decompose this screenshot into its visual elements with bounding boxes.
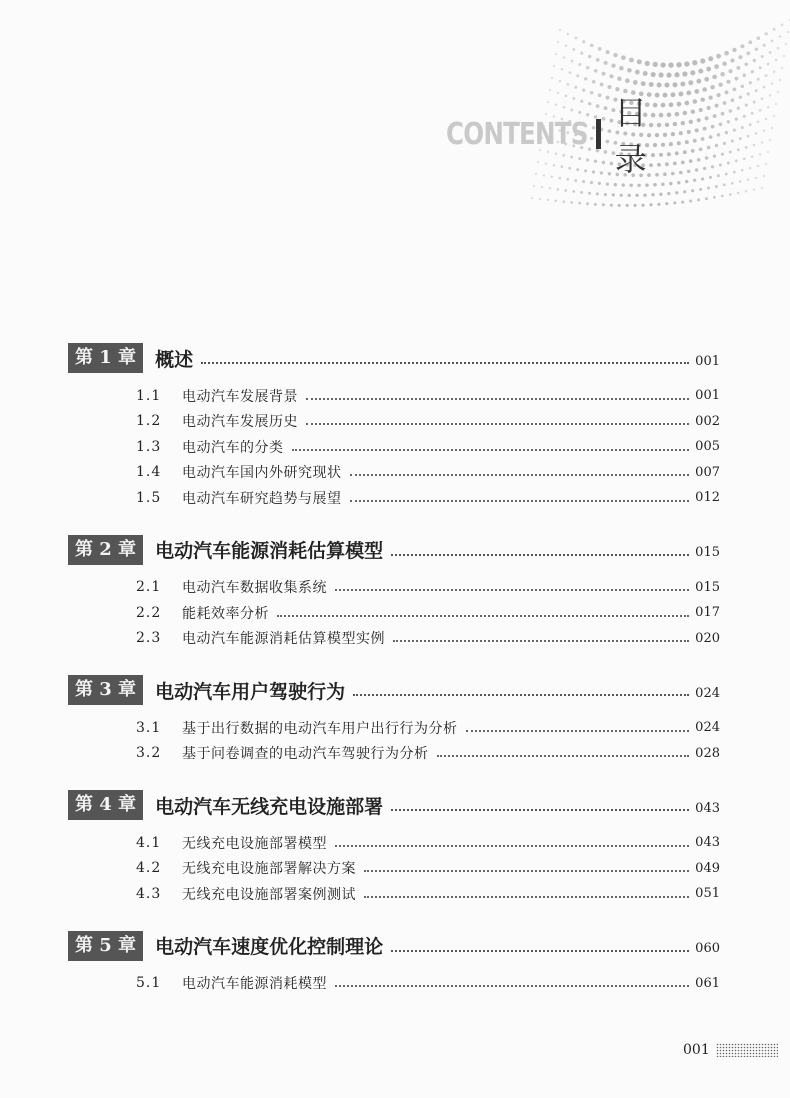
- section-row[interactable]: [136, 409, 720, 435]
- chapter-number-badge: 第 4 章: [68, 790, 143, 820]
- section-number: 1.5: [136, 489, 162, 506]
- section-row[interactable]: [136, 626, 720, 652]
- chapter-number-badge: 第 5 章: [68, 931, 143, 961]
- chapter-title: 电动汽车无线充电设施部署: [155, 795, 384, 818]
- section-title: 电动汽车发展背景: [182, 388, 298, 405]
- dot-leader: [277, 615, 689, 617]
- dot-leader: [391, 554, 689, 556]
- chapter-block: [68, 931, 720, 997]
- section-row[interactable]: [136, 881, 720, 907]
- section-list: [68, 383, 720, 511]
- toc-header: [446, 94, 790, 178]
- chapter-title: 电动汽车速度优化控制理论: [155, 936, 384, 958]
- dot-leader: [350, 500, 690, 502]
- section-title: 无线充电设施部署案例测试: [182, 886, 356, 903]
- section-page-number: 012: [695, 490, 720, 506]
- chapter-row[interactable]: [68, 675, 720, 705]
- chapter-row[interactable]: [68, 535, 720, 565]
- section-number: 1.4: [136, 464, 162, 481]
- section-page-number: 051: [695, 886, 720, 902]
- section-page-number: 017: [695, 605, 720, 621]
- section-number: 3.1: [136, 719, 162, 736]
- chapter-block: [68, 675, 720, 766]
- dot-leader: [335, 589, 689, 591]
- section-list: [68, 830, 720, 907]
- section-row[interactable]: [136, 715, 720, 741]
- section-title: 电动汽车的分类: [182, 439, 284, 456]
- dot-leader: [350, 474, 690, 476]
- section-number: 4.1: [136, 834, 162, 851]
- section-row[interactable]: [136, 575, 720, 601]
- section-page-number: 020: [695, 630, 720, 646]
- section-title: 基于出行数据的电动汽车用户出行行为分析: [182, 720, 458, 737]
- section-list: [68, 971, 720, 997]
- dot-leader: [437, 755, 690, 757]
- chapter-number-badge: 第 1 章: [68, 343, 143, 373]
- section-list: [68, 715, 720, 766]
- chapter-title: 概述: [155, 348, 194, 371]
- section-title: 电动汽车能源消耗模型: [182, 976, 327, 993]
- section-row[interactable]: [136, 971, 720, 997]
- chapter-page-number: 060: [695, 941, 720, 956]
- section-row[interactable]: [136, 383, 720, 409]
- section-page-number: 043: [695, 835, 720, 851]
- dot-leader: [393, 640, 689, 642]
- chapter-number-badge: 第 2 章: [68, 535, 143, 565]
- section-row[interactable]: [136, 600, 720, 626]
- section-page-number: 024: [695, 720, 720, 736]
- section-title: 基于问卷调查的电动汽车驾驶行为分析: [182, 746, 429, 763]
- chapter-block: [68, 343, 720, 511]
- chapter-title: 电动汽车用户驾驶行为: [155, 680, 346, 703]
- section-page-number: 007: [695, 464, 720, 480]
- dot-leader: [391, 950, 689, 952]
- dot-leader: [306, 423, 689, 425]
- section-title: 能耗效率分析: [182, 605, 269, 622]
- chapter-page-number: 001: [695, 353, 720, 369]
- dot-leader: [364, 896, 689, 898]
- header-divider-bar: [596, 119, 601, 149]
- section-row[interactable]: [136, 434, 720, 460]
- chapter-row[interactable]: [68, 343, 720, 373]
- section-number: 1.3: [136, 438, 162, 455]
- dot-leader: [353, 694, 689, 696]
- chapter-block: [68, 790, 720, 907]
- contents-heading: CONTENTS: [446, 116, 588, 152]
- page-footer: [683, 1042, 778, 1058]
- footer-dot-pattern: [716, 1043, 778, 1057]
- section-title: 无线充电设施部署解决方案: [182, 861, 356, 878]
- chapter-row[interactable]: [68, 790, 720, 820]
- section-number: 4.3: [136, 885, 162, 902]
- dot-leader: [306, 398, 689, 400]
- section-page-number: 015: [695, 579, 720, 595]
- dot-leader: [335, 985, 689, 987]
- chapter-page-number: 015: [695, 545, 720, 560]
- section-page-number: 002: [695, 413, 720, 429]
- section-number: 5.1: [136, 975, 162, 992]
- section-number: 4.2: [136, 860, 162, 877]
- section-list: [68, 575, 720, 652]
- dot-leader: [335, 845, 689, 847]
- section-number: 1.2: [136, 413, 162, 430]
- section-page-number: 061: [695, 975, 720, 991]
- section-title: 无线充电设施部署模型: [182, 835, 327, 852]
- dot-leader: [201, 362, 689, 364]
- chapter-row[interactable]: [68, 931, 720, 961]
- section-page-number: 001: [695, 388, 720, 404]
- section-number: 3.2: [136, 745, 162, 762]
- section-title: 电动汽车研究趋势与展望: [182, 490, 342, 507]
- chapter-number-badge: 第 3 章: [68, 675, 143, 705]
- section-row[interactable]: [136, 741, 720, 767]
- page-number: 001: [683, 1042, 710, 1058]
- dot-leader: [364, 870, 689, 872]
- section-row[interactable]: [136, 830, 720, 856]
- section-row[interactable]: [136, 856, 720, 882]
- section-page-number: 049: [695, 860, 720, 876]
- chapter-page-number: 024: [695, 685, 720, 701]
- section-number: 2.3: [136, 630, 162, 647]
- chapter-block: [68, 535, 720, 652]
- section-row[interactable]: [136, 485, 720, 511]
- section-row[interactable]: [136, 460, 720, 486]
- dot-leader: [466, 730, 690, 732]
- chapter-page-number: 043: [695, 800, 720, 816]
- section-title: 电动汽车能源消耗估算模型实例: [182, 631, 385, 648]
- dot-leader: [391, 809, 689, 811]
- section-title: 电动汽车发展历史: [182, 414, 298, 431]
- chapter-title: 电动汽车能源消耗估算模型: [155, 540, 384, 562]
- dot-leader: [292, 449, 690, 451]
- section-title: 电动汽车国内外研究现状: [182, 465, 342, 482]
- section-title: 电动汽车数据收集系统: [182, 580, 327, 597]
- section-page-number: 028: [695, 745, 720, 761]
- toc-title: 目 录: [614, 94, 685, 178]
- section-number: 1.1: [136, 387, 162, 404]
- section-number: 2.1: [136, 579, 162, 596]
- table-of-contents: [68, 343, 720, 996]
- section-page-number: 005: [695, 439, 720, 455]
- section-number: 2.2: [136, 604, 162, 621]
